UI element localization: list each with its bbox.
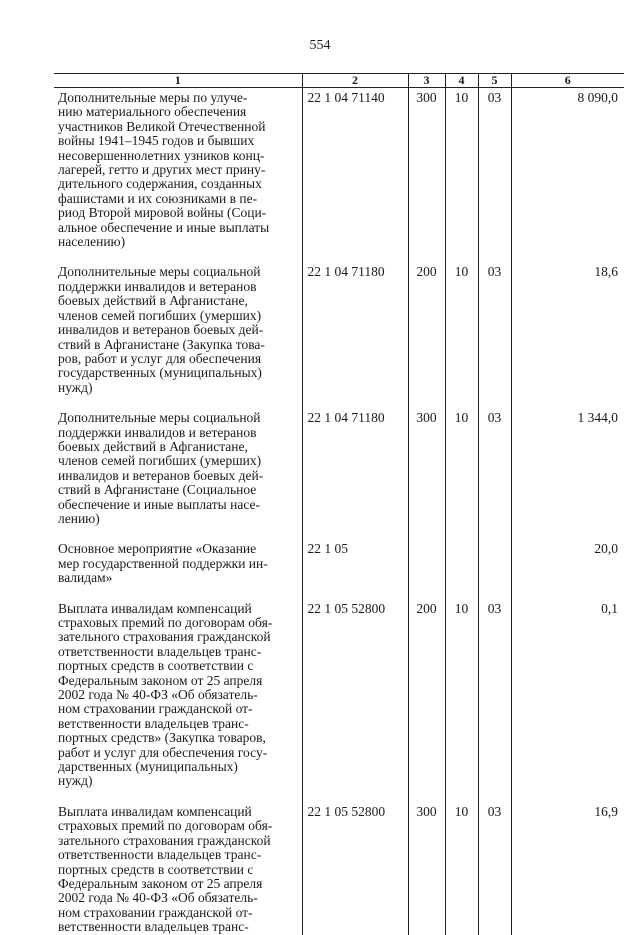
page-number: 554 bbox=[309, 38, 331, 53]
row-code: 22 1 05 bbox=[302, 540, 408, 599]
budget-table bbox=[54, 73, 624, 935]
row-expense-type: 200 bbox=[408, 263, 445, 409]
row-name: Дополнительные меры социальной поддержки инвалидов и ветеранов боевых действий в Афганистане, членов семей погибших (умерших) инвалидов и ветеранов боевых дей- ствий в Афганистане (Закупка това- ров, работ и услуг для обеспечения государственных (муниципальных) нужд) bbox=[58, 264, 265, 395]
table-row bbox=[54, 540, 624, 599]
column-header-4: 4 bbox=[445, 74, 478, 88]
row-name: Основное мероприятие «Оказание мер государственной поддержки ин- валидам» bbox=[58, 541, 268, 586]
column-header-2: 2 bbox=[302, 74, 408, 88]
row-subsection bbox=[478, 540, 511, 599]
table-row bbox=[54, 88, 624, 264]
column-header-6: 6 bbox=[511, 74, 624, 88]
row-section: 10 bbox=[445, 409, 478, 540]
row-name: Дополнительные меры по улуче- нию материального обеспечения участников Великой Отечественной войны 1941–1945 годов и бывших несовершеннолетних узников конц- лагерей, гетто и других мест прину- дительного содержания, созданных фашистами и их союзниками в пе- риод Второй мировой войны (Соци- альное обеспечение и иные выплаты населению) bbox=[58, 90, 270, 250]
table-row bbox=[54, 409, 624, 540]
row-amount: 8 090,0 bbox=[511, 88, 624, 264]
table-row bbox=[54, 600, 624, 803]
row-amount: 0,1 bbox=[511, 600, 624, 803]
row-amount: 16,9 bbox=[511, 803, 624, 935]
row-section: 10 bbox=[445, 88, 478, 264]
row-subsection: 03 bbox=[478, 803, 511, 935]
row-amount: 1 344,0 bbox=[511, 409, 624, 540]
table-header-row bbox=[54, 74, 624, 88]
row-code: 22 1 05 52800 bbox=[302, 803, 408, 935]
row-subsection: 03 bbox=[478, 88, 511, 264]
row-section: 10 bbox=[445, 263, 478, 409]
row-expense-type bbox=[408, 540, 445, 599]
column-header-1: 1 bbox=[54, 74, 302, 88]
row-code: 22 1 04 71140 bbox=[302, 88, 408, 264]
row-code: 22 1 04 71180 bbox=[302, 263, 408, 409]
row-name: Выплата инвалидам компенсаций страховых премий по договорам обя- зательного страхования гражданской ответственности владельцев транс- портных средств в соответствии с Федеральным законом от 25 апреля 2002 года № 40-ФЗ «Об обязатель- ном страховании гражданской от- ветственности владельцев транс- портных средств» (Закупка товаров, работ и услуг для обеспечения госу- дарственных (муниципальных) нужд) bbox=[58, 600, 273, 789]
row-section bbox=[445, 540, 478, 599]
row-expense-type: 300 bbox=[408, 803, 445, 935]
row-name: Дополнительные меры социальной поддержки инвалидов и ветеранов боевых действий в Афганистане, членов семей погибших (умерших) инвалидов и ветеранов боевых дей- ствий в Афганистане (Социальное обеспечение и иные выплаты насе- лению) bbox=[58, 410, 264, 526]
column-header-5: 5 bbox=[478, 74, 511, 88]
column-header-3: 3 bbox=[408, 74, 445, 88]
table-row bbox=[54, 803, 624, 935]
row-name: Выплата инвалидам компенсаций страховых премий по договорам обя- зательного страхования гражданской ответственности владельцев транс- портных средств в соответствии с Федеральным законом от 25 апреля 2002 года № 40-ФЗ «Об обязатель- ном страховании гражданской от- ветственности владельцев транс- bbox=[58, 803, 273, 935]
row-code: 22 1 04 71180 bbox=[302, 409, 408, 540]
row-subsection: 03 bbox=[478, 263, 511, 409]
row-section: 10 bbox=[445, 803, 478, 935]
row-amount: 18,6 bbox=[511, 263, 624, 409]
row-section: 10 bbox=[445, 600, 478, 803]
row-code: 22 1 05 52800 bbox=[302, 600, 408, 803]
row-expense-type: 200 bbox=[408, 600, 445, 803]
table-row bbox=[54, 263, 624, 409]
row-expense-type: 300 bbox=[408, 88, 445, 264]
row-expense-type: 300 bbox=[408, 409, 445, 540]
row-subsection: 03 bbox=[478, 409, 511, 540]
row-subsection: 03 bbox=[478, 600, 511, 803]
row-amount: 20,0 bbox=[511, 540, 624, 599]
